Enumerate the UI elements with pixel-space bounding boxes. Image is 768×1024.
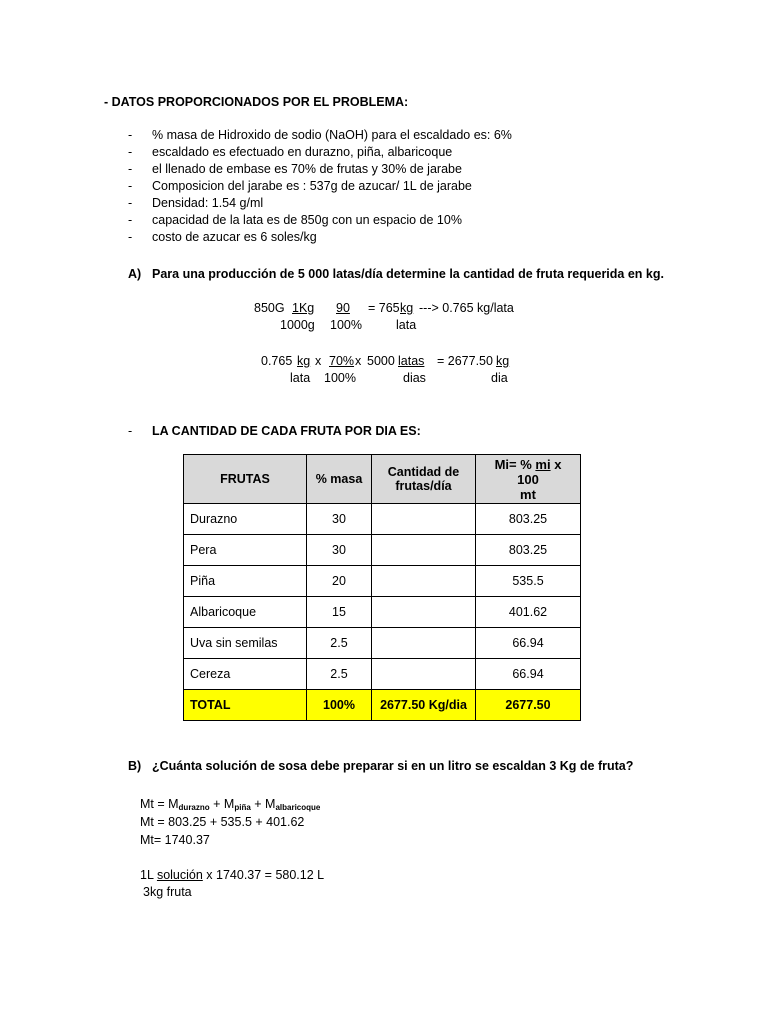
cell-mi: 535.5 [476, 566, 581, 597]
table-row [184, 504, 581, 535]
cell-mi: 803.25 [476, 535, 581, 566]
calc-a2-num: 0.765 [261, 354, 293, 368]
calc-a2-num: latas [398, 354, 425, 368]
cell-total-cantidad: 2677.50 Kg/dia [372, 690, 476, 721]
table-row [184, 628, 581, 659]
section-2-title: LA CANTIDAD DE CADA FRUTA POR DIA ES: [152, 424, 421, 438]
cell-fruta: Durazno [184, 504, 307, 535]
calc-b-line4 [140, 868, 324, 882]
fruit-table [183, 454, 581, 721]
cell-masa: 30 [307, 535, 372, 566]
header-masa: % masa [307, 455, 372, 504]
list-dash: - [128, 424, 133, 438]
list-item: % masa de Hidroxido de sodio (NaOH) para el escaldado es: 6% [152, 128, 512, 142]
calc-a1-num: 850G [254, 301, 285, 315]
list-dash: - [128, 145, 133, 159]
calc-a2-num: 5000 [367, 354, 395, 368]
cell-total-label: TOTAL [184, 690, 307, 721]
calc-a2-den: lata [290, 371, 311, 385]
calc-b-line3: Mt= 1740.37 [140, 833, 210, 847]
table-row [184, 535, 581, 566]
calc-b-l1a: Mt = M [140, 797, 179, 811]
calc-b-l1c: + M [250, 797, 276, 811]
calc-b-line2: Mt = 803.25 + 535.5 + 401.62 [140, 815, 305, 829]
cell-cantidad [372, 628, 476, 659]
header-mi-c: x 100 [517, 456, 562, 487]
table-row [184, 659, 581, 690]
calc-b-l4b: solución [156, 868, 203, 882]
question-b-label: B) [128, 759, 142, 773]
calc-b-sub: albaricoque [275, 803, 321, 812]
list-dash: - [128, 213, 133, 227]
cell-cantidad [372, 597, 476, 628]
header-mi-b: mi [535, 456, 551, 472]
table-row [184, 597, 581, 628]
calc-a1-result: ---> 0.765 kg/lata [419, 301, 514, 315]
cell-masa: 2.5 [307, 659, 372, 690]
cell-total-mi: 2677.50 [476, 690, 581, 721]
calc-a2-den: dias [403, 371, 426, 385]
calc-a2-den: dia [491, 371, 508, 385]
calc-a1-den: lata [396, 318, 417, 332]
calc-a2-result: = 2677.50 [437, 354, 493, 368]
header-cantidad: Cantidad de frutas/día [372, 455, 476, 504]
cell-fruta: Albaricoque [184, 597, 307, 628]
calc-a1-result: = 765 [368, 301, 400, 315]
cell-masa: 2.5 [307, 628, 372, 659]
cell-fruta: Pera [184, 535, 307, 566]
calc-a2-unit: kg [496, 354, 510, 368]
calc-a2-num: kg [297, 354, 311, 368]
cell-fruta: Uva sin semilas [184, 628, 307, 659]
cell-mi: 66.94 [476, 659, 581, 690]
calc-b-sub: piña [234, 803, 251, 812]
calc-b-line5: 3kg fruta [143, 885, 192, 899]
cell-mi: 66.94 [476, 628, 581, 659]
calc-b-sub: durazno [178, 803, 210, 812]
cell-masa: 15 [307, 597, 372, 628]
calc-a2-den: 100% [324, 371, 356, 385]
calc-b-line1 [140, 797, 320, 812]
cell-cantidad [372, 535, 476, 566]
list-dash: - [128, 162, 133, 176]
section-heading: - DATOS PROPORCIONADOS POR EL PROBLEMA: [104, 95, 409, 109]
list-item: Densidad: 1.54 g/ml [152, 196, 264, 210]
calc-a1-den: 1000g [280, 318, 315, 332]
calc-a2-op: x [315, 354, 322, 368]
calc-b-l4c: x 1740.37 = 580.12 L [206, 868, 325, 882]
list-item: Composicion del jarabe es : 537g de azucar/ 1L de jarabe [152, 179, 472, 193]
header-mi [476, 455, 581, 504]
table-row [184, 566, 581, 597]
calc-a1-den: 100% [330, 318, 362, 332]
cell-mi: 401.62 [476, 597, 581, 628]
cell-total-masa: 100% [307, 690, 372, 721]
cell-cantidad [372, 566, 476, 597]
list-dash: - [128, 230, 133, 244]
question-a-text: Para una producción de 5 000 latas/día determine la cantidad de fruta requerida en kg. [152, 267, 664, 281]
question-b-text: ¿Cuánta solución de sosa debe preparar si en un litro se escaldan 3 Kg de fruta? [152, 759, 634, 773]
cell-fruta: Cereza [184, 659, 307, 690]
cell-fruta: Piña [184, 566, 307, 597]
calc-a2-op: x [355, 354, 362, 368]
calc-a1-unit: kg [400, 301, 414, 315]
list-item: escaldado es efectuado en durazno, piña, albaricoque [152, 145, 453, 159]
list-item: el llenado de embase es 70% de frutas y 30% de jarabe [152, 162, 462, 176]
header-mi-d: mt [520, 486, 536, 502]
calc-a1-num: 1Kg [292, 301, 315, 315]
cell-cantidad [372, 504, 476, 535]
list-item: capacidad de la lata es de 850g con un espacio de 10% [152, 213, 462, 227]
cell-masa: 20 [307, 566, 372, 597]
list-dash: - [128, 128, 133, 142]
calc-a1-num: 90 [336, 301, 350, 315]
header-frutas: FRUTAS [184, 455, 307, 504]
list-dash: - [128, 179, 133, 193]
question-a-label: A) [128, 267, 142, 281]
calc-b-l4a: 1L [140, 868, 154, 882]
cell-mi: 803.25 [476, 504, 581, 535]
header-mi-a: Mi= % [494, 456, 532, 472]
cell-masa: 30 [307, 504, 372, 535]
table-header-row [184, 455, 581, 504]
calc-a2-num: 70% [329, 354, 355, 368]
calc-b-l1b: + M [209, 797, 235, 811]
table-total-row [184, 690, 581, 721]
list-item: costo de azucar es 6 soles/kg [152, 230, 317, 244]
list-dash: - [128, 196, 133, 210]
cell-cantidad [372, 659, 476, 690]
